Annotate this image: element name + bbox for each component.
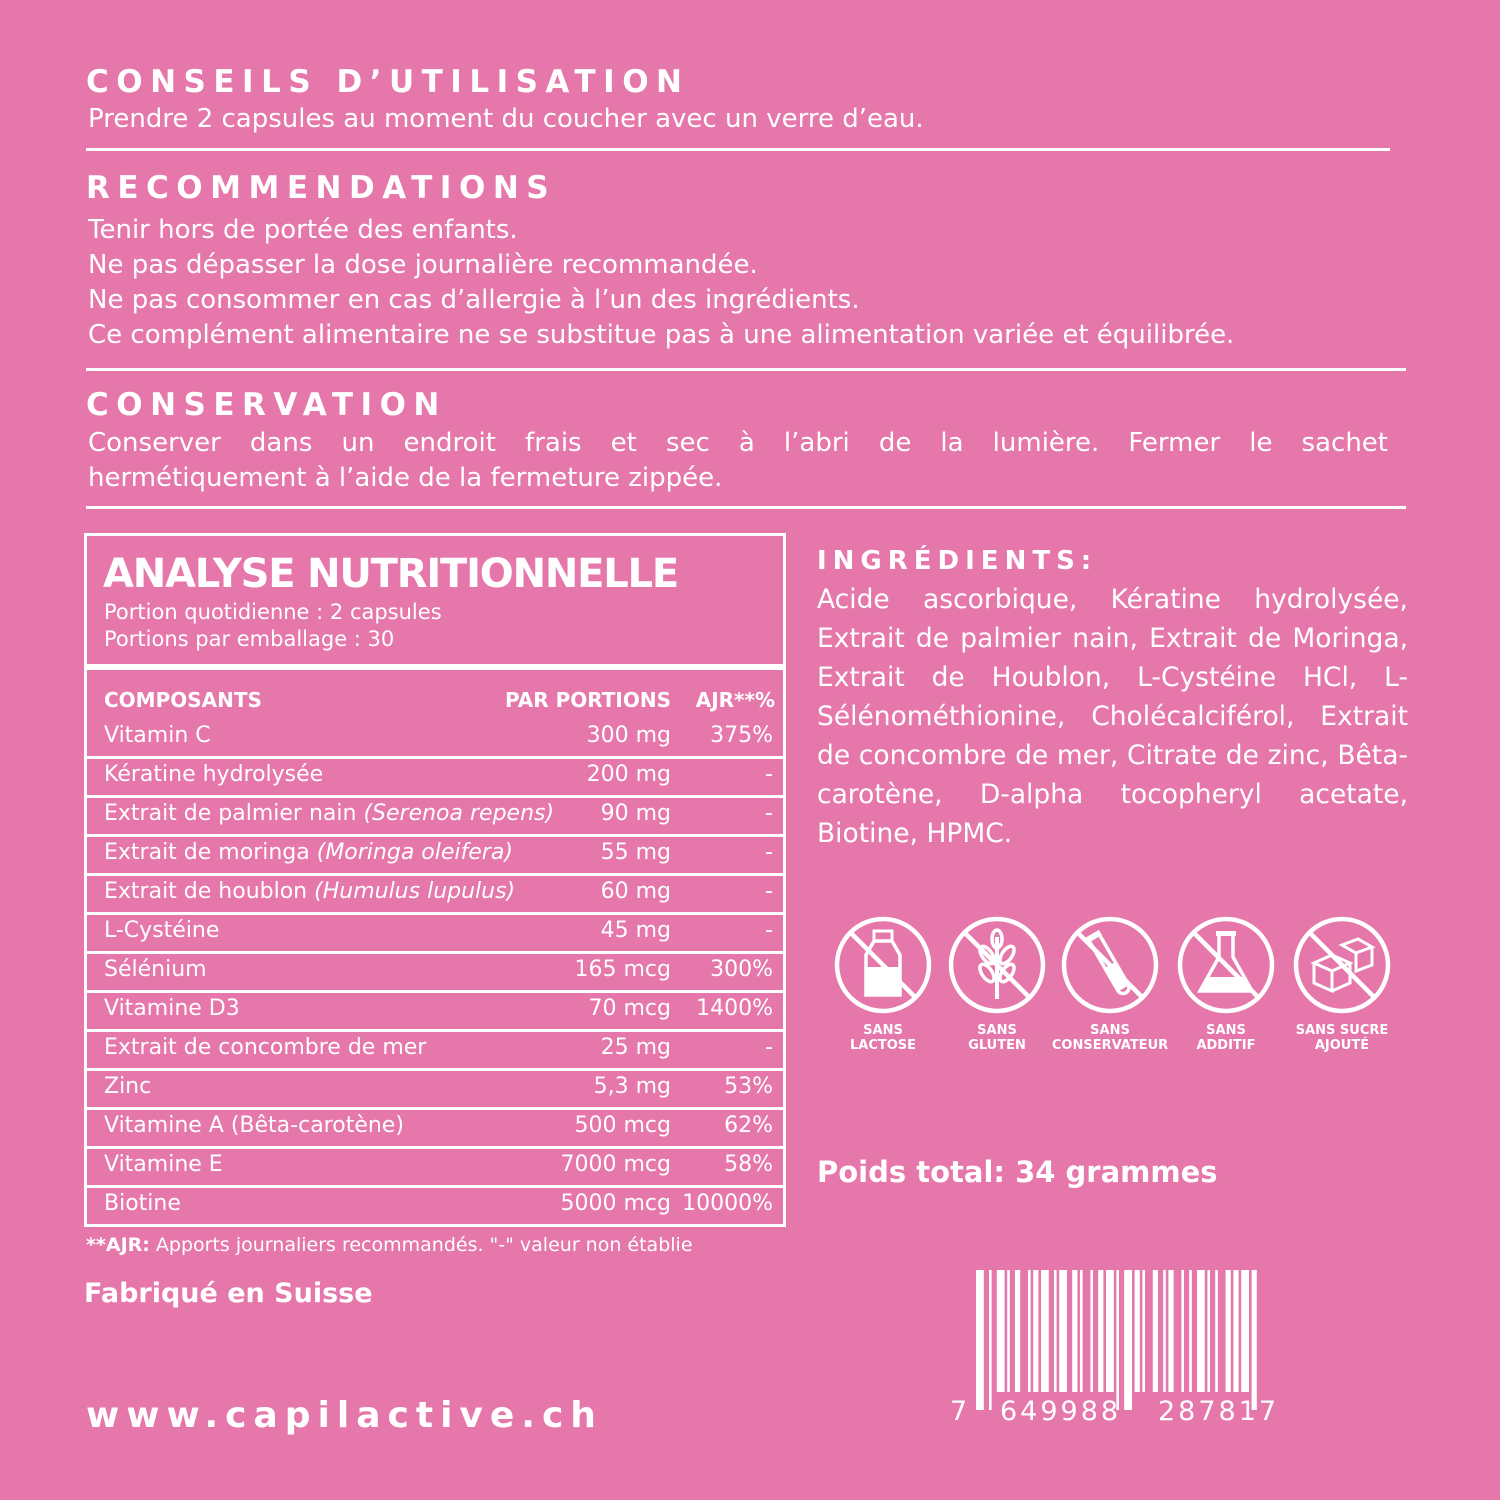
component-amount: 5000 mcg: [560, 1191, 671, 1216]
row-divider: [87, 912, 783, 915]
badge-label: SANS LACTOSE: [849, 1023, 917, 1053]
barcode-bar: [1090, 1270, 1093, 1392]
component-name: Zinc: [104, 1074, 152, 1099]
website-link[interactable]: www.capilactive.ch: [86, 1395, 603, 1436]
component-name: Vitamine A (Bêta-carotène): [104, 1113, 404, 1138]
barcode-bar: [1124, 1270, 1132, 1410]
barcode-bar: [1007, 1270, 1010, 1392]
barcode-bar: [1197, 1270, 1205, 1392]
no-sugar-icon: [1292, 915, 1392, 1015]
badge-label: SANS GLUTEN: [968, 1023, 1026, 1053]
ajr-footnote: [86, 1236, 693, 1255]
component-ajr: 1400%: [696, 996, 773, 1021]
made-in-text: Fabriqué en Suisse: [84, 1278, 373, 1309]
barcode-bar: [997, 1270, 1005, 1392]
component-latin-name: (Serenoa repens): [363, 801, 555, 826]
row-divider: [87, 1107, 783, 1110]
component-amount: 7000 mcg: [560, 1152, 671, 1177]
nutrition-row: [87, 795, 783, 834]
barcode-bar: [976, 1270, 984, 1410]
component-ajr: -: [765, 762, 773, 787]
nutrition-row: [87, 1107, 783, 1146]
recommendation-line: Ne pas consommer en cas d’allergie à l’un des ingrédients.: [88, 285, 860, 315]
component-ajr: 62%: [724, 1113, 773, 1138]
barcode-digits-left: 649988: [1000, 1396, 1122, 1427]
nutrition-row: [87, 1068, 783, 1107]
ingredients-title: INGRÉDIENTS:: [817, 546, 1098, 576]
component-ajr: 10000%: [682, 1191, 773, 1216]
barcode-bar: [1116, 1270, 1119, 1410]
component-name: Extrait de palmier nain (Serenoa repens): [104, 801, 555, 826]
nutrition-title: ANALYSE NUTRITIONNELLE: [103, 551, 678, 597]
table-separator: [87, 664, 783, 670]
component-name: L-Cystéine: [104, 918, 220, 943]
nutrition-row: [87, 1029, 783, 1068]
barcode-bar: [1142, 1270, 1145, 1392]
nutrition-row: [87, 873, 783, 912]
barcode-bar: [1059, 1270, 1067, 1392]
nutrition-table: [84, 533, 786, 1227]
nutrition-row: [87, 1146, 783, 1185]
barcode-bar: [1168, 1270, 1173, 1392]
nutrition-row: [87, 951, 783, 990]
row-divider: [87, 795, 783, 798]
barcode-bar: [1153, 1270, 1158, 1392]
divider: [86, 506, 1406, 509]
recommendations-title: RECOMMENDATIONS: [86, 170, 557, 206]
component-latin-name: (Humulus lupulus): [314, 879, 516, 904]
recommendation-line: Tenir hors de portée des enfants.: [88, 215, 518, 245]
component-amount: 500 mcg: [574, 1113, 671, 1138]
component-amount: 25 mg: [600, 1035, 671, 1060]
badge-no-gluten: [932, 915, 1062, 1053]
component-name: Extrait de moringa (Moringa oleifera): [104, 840, 513, 865]
barcode: [976, 1270, 1310, 1410]
row-divider: [87, 756, 783, 759]
barcode-bar: [989, 1270, 992, 1410]
barcode-bar: [1041, 1270, 1049, 1392]
component-amount: 70 mcg: [588, 996, 671, 1021]
row-divider: [87, 834, 783, 837]
ajr-footnote-label: **AJR:: [86, 1234, 150, 1256]
divider: [86, 368, 1406, 371]
badge-label: SANS CONSERVATEUR: [1051, 1023, 1169, 1053]
recommendation-line: Ne pas dépasser la dose journalière recommandée.: [88, 250, 758, 280]
nutrition-row: [87, 990, 783, 1029]
component-ajr: -: [765, 840, 773, 865]
nutrition-row: [87, 1185, 783, 1224]
row-divider: [87, 951, 783, 954]
portion-text: Portion quotidienne : 2 capsules: [104, 600, 442, 624]
row-divider: [87, 1029, 783, 1032]
barcode-bar: [1033, 1270, 1038, 1392]
barcode-bar: [1028, 1270, 1031, 1392]
recommendations-list: [88, 213, 1234, 353]
badge-no-sugar: [1277, 915, 1407, 1053]
barcode-bar: [1189, 1270, 1192, 1392]
barcode-bar: [1226, 1270, 1231, 1392]
row-divider: [87, 873, 783, 876]
row-divider: [87, 1068, 783, 1071]
divider: [86, 148, 1390, 151]
component-latin-name: (Moringa oleifera): [316, 840, 513, 865]
conseils-text: Prendre 2 capsules au moment du coucher avec un verre d’eau.: [88, 104, 924, 134]
total-weight: Poids total: 34 grammes: [817, 1155, 1218, 1189]
component-amount: 5,3 mg: [593, 1074, 671, 1099]
barcode-bar: [1072, 1270, 1077, 1392]
barcode-bar: [1163, 1270, 1166, 1392]
portions-per-pack-text: Portions par emballage : 30: [104, 627, 395, 651]
component-amount: 90 mg: [600, 801, 671, 826]
conservation-title: CONSERVATION: [86, 387, 447, 423]
component-name: Sélénium: [104, 957, 207, 982]
component-ajr: -: [765, 879, 773, 904]
barcode-bar: [1098, 1270, 1103, 1392]
component-ajr: 58%: [724, 1152, 773, 1177]
barcode-bar: [1241, 1270, 1249, 1392]
component-amount: 200 mg: [586, 762, 671, 787]
barcode-digit-first: 7: [950, 1396, 971, 1427]
component-name: Vitamine E: [104, 1152, 223, 1177]
badge-label: SANS ADDITIF: [1196, 1023, 1256, 1053]
nutrition-row: [87, 756, 783, 795]
barcode-bar: [1054, 1270, 1057, 1392]
component-name: Biotine: [104, 1191, 181, 1216]
barcode-bar: [1080, 1270, 1083, 1392]
component-amount: 165 mcg: [574, 957, 671, 982]
column-header-ajr: AJR**%: [695, 688, 775, 712]
column-header-per-portion: PAR PORTIONS: [504, 688, 671, 712]
component-amount: 60 mg: [600, 879, 671, 904]
row-divider: [87, 1146, 783, 1149]
barcode-bar: [1233, 1270, 1238, 1392]
barcode-digits-right: 287817: [1158, 1396, 1280, 1427]
nutrition-row: [87, 834, 783, 873]
barcode-bar: [1106, 1270, 1114, 1392]
barcode-bar: [1135, 1270, 1140, 1392]
badge-no-additive: [1161, 915, 1291, 1053]
conseils-title: CONSEILS D’UTILISATION: [86, 64, 690, 100]
badge-no-preservative: [1045, 915, 1175, 1053]
component-amount: 55 mg: [600, 840, 671, 865]
recommendation-line: Ce complément alimentaire ne se substitue pas à une alimentation variée et équilibrée.: [88, 320, 1235, 350]
nutrition-row: [87, 717, 783, 756]
component-name: Vitamine D3: [104, 996, 240, 1021]
component-ajr: 53%: [724, 1074, 773, 1099]
ingredients-text: Acide ascorbique, Kératine hydrolysée, Extrait de palmier nain, Extrait de Moringa, Extrait de Houblon, L-Cystéine HCl, L-Sélénométhionine, Cholécalciférol, Extrait de concombre de mer, Citrate de zinc, Bêta-carotène, D-alpha tocopheryl acetate, Biotine, HPMC.: [817, 584, 1408, 849]
no-preservative-icon: [1060, 915, 1160, 1015]
barcode-bar: [1015, 1270, 1020, 1392]
component-amount: 45 mg: [600, 918, 671, 943]
row-divider: [87, 990, 783, 993]
no-additive-icon: [1176, 915, 1276, 1015]
badge-label: SANS SUCRE AJOUTÉ: [1295, 1023, 1389, 1053]
column-header-component: COMPOSANTS: [104, 688, 262, 712]
barcode-bar: [1252, 1270, 1257, 1410]
conservation-line-1: Conserver dans un endroit frais et sec à l’abri de la lumière. Fermer le sachet: [88, 428, 1388, 458]
component-name: Kératine hydrolysée: [104, 762, 324, 787]
no-lactose-icon: [833, 915, 933, 1015]
component-name: Extrait de concombre de mer: [104, 1035, 427, 1060]
nutrition-row: [87, 912, 783, 951]
component-ajr: -: [765, 918, 773, 943]
barcode-bar: [1181, 1270, 1184, 1392]
barcode-bar: [1215, 1270, 1218, 1392]
conservation-line-2: hermétiquement à l’aide de la fermeture zippée.: [88, 463, 723, 493]
component-ajr: 375%: [710, 723, 773, 748]
component-name: Vitamin C: [104, 723, 211, 748]
barcode-bar: [1207, 1270, 1210, 1392]
component-ajr: -: [765, 1035, 773, 1060]
ajr-footnote-text: Apports journaliers recommandés. "-" valeur non établie: [149, 1234, 693, 1256]
no-gluten-icon: [947, 915, 1047, 1015]
badge-no-lactose: [818, 915, 948, 1053]
component-ajr: 300%: [710, 957, 773, 982]
row-divider: [87, 1185, 783, 1188]
component-amount: 300 mg: [586, 723, 671, 748]
component-name: Extrait de houblon (Humulus lupulus): [104, 879, 516, 904]
component-ajr: -: [765, 801, 773, 826]
